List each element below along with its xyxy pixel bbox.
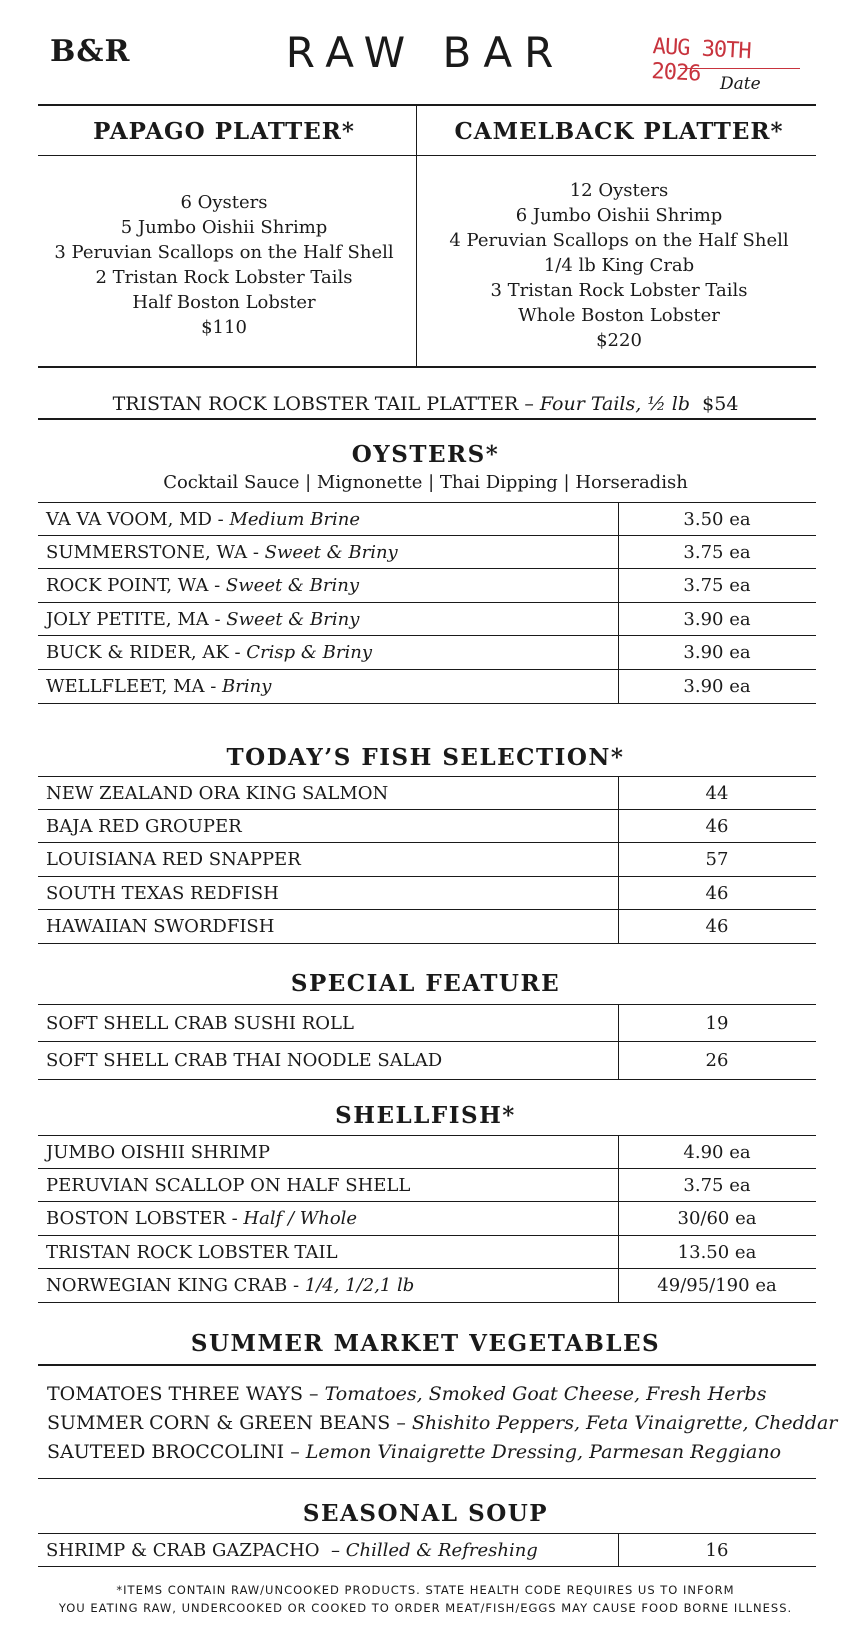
soup-title: SEASONAL SOUP — [302, 1500, 549, 1527]
oyster-desc: Sweet & Briny — [225, 575, 360, 597]
item-price: 46 — [705, 916, 729, 938]
page-title: RAW BAR — [285, 28, 566, 77]
platter-item: 6 Oysters — [180, 192, 268, 213]
item-price: 3.50 ea — [683, 509, 751, 530]
item-name: SUMMERSTONE, WA - Sweet & Briny — [46, 541, 398, 563]
item-name: ROCK POINT, WA - Sweet & Briny — [46, 575, 360, 597]
oyster-desc: Sweet & Briny — [264, 541, 398, 563]
oyster-name: ROCK POINT, WA — [46, 575, 209, 597]
platter-title-papago: PAPAGO PLATTER* — [93, 118, 355, 145]
table-row — [38, 1135, 816, 1169]
item-name: SOUTH TEXAS REDFISH — [46, 882, 279, 904]
item-price: 57 — [705, 849, 729, 871]
item-price: 19 — [705, 1013, 729, 1034]
table-row — [38, 776, 816, 810]
soup-table — [38, 1533, 816, 1567]
oysters-table — [38, 502, 816, 704]
divider — [38, 155, 816, 156]
table-row — [38, 877, 816, 911]
shellfish-desc: 1/4, 1/2,1 lb — [304, 1275, 415, 1297]
veg-name: TOMATOES THREE WAYS — [47, 1383, 303, 1405]
oyster-desc: Medium Brine — [229, 509, 361, 530]
veg-desc: Tomatoes, Smoked Goat Cheese, Fresh Herbs — [324, 1383, 767, 1405]
restaurant-logo: B&R — [50, 34, 131, 69]
table-row — [38, 1236, 816, 1270]
item-price: 3.75 ea — [683, 575, 751, 597]
table-row — [38, 1533, 816, 1567]
divider — [38, 1364, 816, 1366]
platter-item: 2 Tristan Rock Lobster Tails — [95, 267, 353, 288]
item-name: SOFT SHELL CRAB THAI NOODLE SALAD — [46, 1050, 443, 1071]
fish-title: TODAY’S FISH SELECTION* — [226, 744, 625, 771]
item-price: 46 — [705, 815, 729, 837]
platter-price: $110 — [201, 317, 247, 338]
platter-item: Half Boston Lobster — [132, 292, 316, 313]
shellfish-title: SHELLFISH* — [335, 1102, 516, 1129]
platter-item: 3 Peruvian Scallops on the Half Shell — [54, 242, 394, 263]
divider — [38, 104, 816, 106]
platter-item: 5 Jumbo Oishii Shrimp — [120, 217, 328, 238]
item-name: TRISTAN ROCK LOBSTER TAIL — [46, 1241, 338, 1263]
special-title: SPECIAL FEATURE — [290, 970, 561, 997]
platter-item: 4 Peruvian Scallops on the Half Shell — [449, 230, 789, 251]
table-row — [38, 910, 816, 944]
table-row — [38, 569, 816, 603]
item-name: SOFT SHELL CRAB SUSHI ROLL — [46, 1013, 354, 1034]
divider — [38, 366, 816, 368]
item-price: 16 — [705, 1540, 729, 1561]
table-row — [38, 603, 816, 637]
shellfish-name: NORWEGIAN KING CRAB — [46, 1275, 288, 1297]
date-stamp: AUG 30TH 2026 — [650, 34, 752, 87]
oyster-name: WELLFLEET, MA — [46, 675, 205, 697]
vegetables-title: SUMMER MARKET VEGETABLES — [190, 1330, 661, 1357]
oyster-name: BUCK & RIDER, AK — [46, 642, 229, 664]
item-price: 49/95/190 ea — [657, 1275, 777, 1297]
veg-name: SUMMER CORN & GREEN BEANS — [47, 1412, 391, 1434]
health-disclaimer — [0, 1581, 851, 1617]
fish-table — [38, 776, 816, 944]
menu-header — [0, 0, 851, 106]
item-name: LOUISIANA RED SNAPPER — [46, 849, 301, 871]
table-row — [38, 1269, 816, 1303]
tail-platter-name: TRISTAN ROCK LOBSTER TAIL PLATTER — [112, 393, 519, 415]
oysters-sauces: Cocktail Sauce | Mignonette | Thai Dipping | Horseradish — [163, 472, 688, 493]
soup-desc: Chilled & Refreshing — [345, 1540, 538, 1561]
disclaimer-line: YOU EATING RAW, UNDERCOOKED OR COOKED TO ORDER MEAT/FISH/EGGS MAY CAUSE FOOD BORNE ILLNESS. — [58, 1601, 793, 1615]
table-row — [38, 1169, 816, 1203]
veg-desc: Shishito Peppers, Feta Vinaigrette, Cheddar — [411, 1412, 838, 1434]
oyster-desc: Sweet & Briny — [226, 608, 360, 630]
table-row — [38, 1202, 816, 1236]
oyster-name: JOLY PETITE, MA — [46, 608, 209, 630]
list-item: TOMATOES THREE WAYS – Tomatoes, Smoked Goat Cheese, Fresh Herbs — [47, 1383, 767, 1405]
platter-item: 6 Jumbo Oishii Shrimp — [515, 205, 723, 226]
item-price: 4.90 ea — [683, 1142, 751, 1163]
table-row — [38, 1004, 816, 1042]
item-price: 13.50 ea — [677, 1241, 757, 1263]
item-price: 3.75 ea — [683, 541, 751, 563]
divider — [38, 418, 816, 420]
item-name: VA VA VOOM, MD - Medium Brine — [46, 509, 361, 530]
item-name: BUCK & RIDER, AK - Crisp & Briny — [46, 642, 373, 664]
item-name: BAJA RED GROUPER — [46, 815, 242, 837]
oysters-title: OYSTERS* — [351, 441, 500, 468]
vegetables-list — [47, 1380, 837, 1467]
item-price: 46 — [705, 882, 729, 904]
item-name: NEW ZEALAND ORA KING SALMON — [46, 783, 389, 804]
oyster-desc: Briny — [222, 675, 272, 697]
special-table — [38, 1004, 816, 1080]
oyster-name: SUMMERSTONE, WA — [46, 541, 248, 563]
table-row — [38, 536, 816, 570]
item-name: HAWAIIAN SWORDFISH — [46, 916, 275, 938]
platter-title-camelback: CAMELBACK PLATTER* — [454, 118, 784, 145]
date-label: Date — [720, 74, 761, 94]
platter-item: 1/4 lb King Crab — [543, 255, 695, 276]
item-price: 30/60 ea — [677, 1208, 757, 1230]
item-price: 3.90 ea — [683, 642, 751, 664]
item-price: 26 — [705, 1050, 729, 1071]
oyster-desc: Crisp & Briny — [246, 642, 373, 664]
table-row — [38, 502, 816, 536]
shellfish-name: BOSTON LOBSTER — [46, 1208, 226, 1230]
table-row — [38, 1042, 816, 1080]
item-name: WELLFLEET, MA - Briny — [46, 675, 272, 697]
item-price: 3.90 ea — [683, 675, 751, 697]
item-price: 3.90 ea — [683, 608, 751, 630]
item-name: JOLY PETITE, MA - Sweet & Briny — [46, 608, 360, 630]
tail-platter-desc: Four Tails, ½ lb — [539, 393, 691, 415]
platter-price: $220 — [596, 330, 642, 351]
table-row — [38, 670, 816, 704]
list-item: SUMMER CORN & GREEN BEANS – Shishito Peppers, Feta Vinaigrette, Cheddar — [47, 1412, 838, 1434]
veg-desc: Lemon Vinaigrette Dressing, Parmesan Reggiano — [305, 1441, 782, 1463]
divider — [38, 1478, 816, 1479]
list-item: SAUTEED BROCCOLINI – Lemon Vinaigrette Dressing, Parmesan Reggiano — [47, 1441, 782, 1463]
item-name: NORWEGIAN KING CRAB - 1/4, 1/2,1 lb — [46, 1275, 415, 1297]
tail-platter — [0, 393, 851, 415]
item-name: PERUVIAN SCALLOP ON HALF SHELL — [46, 1174, 411, 1196]
table-row — [38, 843, 816, 877]
platter-item: Whole Boston Lobster — [518, 305, 720, 326]
veg-name: SAUTEED BROCCOLINI — [47, 1441, 285, 1463]
shellfish-table — [38, 1135, 816, 1303]
item-name: BOSTON LOBSTER - Half / Whole — [46, 1208, 358, 1230]
date-underline — [680, 68, 800, 69]
oyster-name: VA VA VOOM, MD — [46, 509, 212, 530]
disclaimer-line: *ITEMS CONTAIN RAW/UNCOOKED PRODUCTS. STATE HEALTH CODE REQUIRES US TO INFORM — [116, 1583, 735, 1597]
tail-platter-price: $54 — [702, 393, 739, 415]
item-name: SHRIMP & CRAB GAZPACHO – Chilled & Refreshing — [46, 1540, 538, 1561]
table-row — [38, 810, 816, 844]
platter-item: 3 Tristan Rock Lobster Tails — [490, 280, 748, 301]
platter-papago-items — [30, 190, 418, 340]
tail-platter-sep: – — [518, 393, 540, 415]
shellfish-desc: Half / Whole — [243, 1208, 358, 1230]
item-price: 3.75 ea — [683, 1174, 751, 1196]
table-row — [38, 636, 816, 670]
item-name: JUMBO OISHII SHRIMP — [46, 1142, 270, 1163]
platter-item: 12 Oysters — [569, 180, 669, 201]
item-price: 44 — [705, 783, 729, 804]
platter-camelback-items — [425, 178, 813, 353]
soup-name: SHRIMP & CRAB GAZPACHO — [46, 1540, 320, 1561]
